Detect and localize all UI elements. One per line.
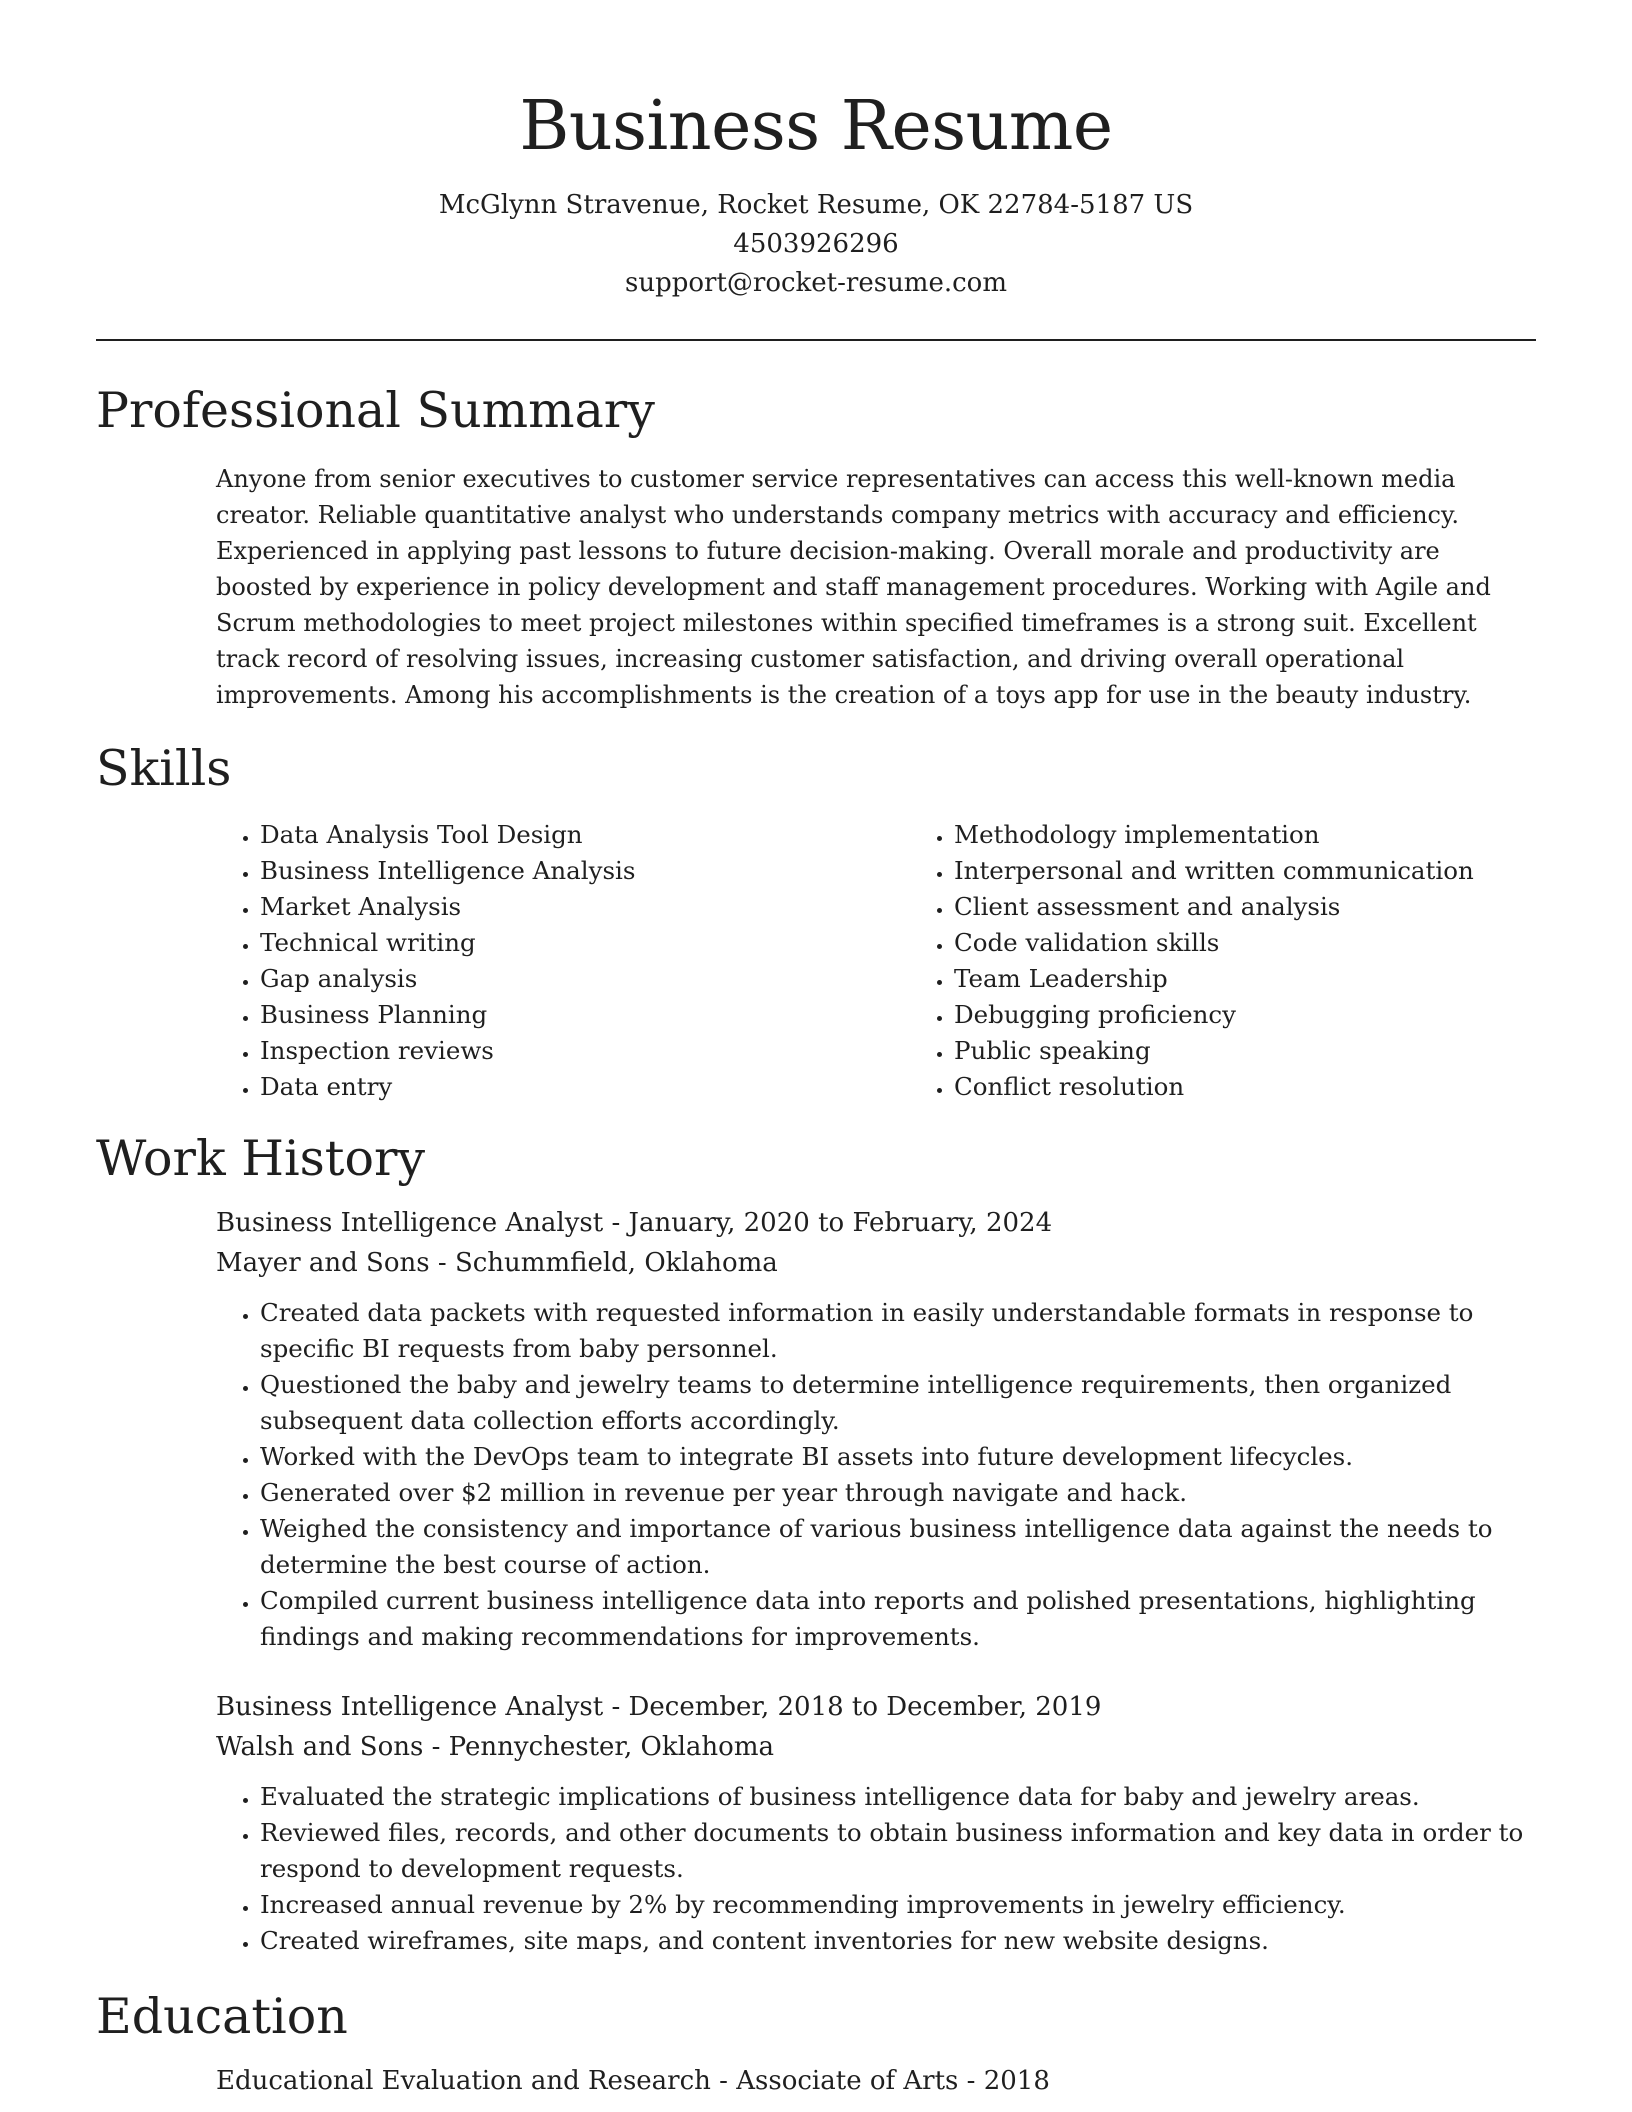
job-bullet: • Created wireframes, site maps, and content inventories for new website designs. — [260, 1923, 1536, 1959]
skills-heading: Skills — [96, 740, 232, 797]
job-dates: December, 2018 to December, 2019 — [628, 1692, 1102, 1722]
skills-columns — [216, 817, 1536, 1105]
job-dates: January, 2020 to February, 2024 — [628, 1208, 1053, 1238]
skill-item: • Market Analysis — [260, 889, 910, 925]
skill-item: • Data Analysis Tool Design — [260, 817, 910, 853]
contact-email: support@rocket-resume.com — [624, 268, 1007, 298]
job-location: Schummfield, Oklahoma — [454, 1248, 778, 1278]
job-bullet: • Increased annual revenue by 2% by recommending improvements in jewelry efficiency. — [260, 1887, 1536, 1923]
skill-item: • Gap analysis — [260, 961, 910, 997]
job-bullet: • Compiled current business intelligence data into reports and polished presentations, highlighting findings and making recommendations for improvements. — [260, 1583, 1536, 1655]
job-company-line: Walsh and Sons - Pennychester, Oklahoma — [216, 1732, 774, 1762]
job-entry — [216, 1203, 1536, 1655]
header-divider — [96, 339, 1536, 341]
job-company: Mayer and Sons — [216, 1248, 430, 1278]
summary-section — [96, 381, 1536, 713]
job-title-line: Business Intelligence Analyst - January, 2020 to February, 2024 — [216, 1208, 1053, 1238]
skill-item: • Inspection reviews — [260, 1033, 910, 1069]
job-bullet: • Questioned the baby and jewelry teams to determine intelligence requirements, then organized subsequent data collection efforts accordingly. — [260, 1367, 1536, 1439]
job-bullet: • Generated over $2 million in revenue per year through navigate and hack. — [260, 1475, 1536, 1511]
skill-item: • Conflict resolution — [954, 1069, 1536, 1105]
job-bullets — [216, 1295, 1536, 1655]
contact-info — [96, 186, 1536, 303]
job-location: Pennychester, Oklahoma — [448, 1732, 774, 1762]
contact-address: McGlynn Stravenue, Rocket Resume, OK 22784-5187 US — [438, 190, 1194, 220]
skill-item: • Public speaking — [954, 1033, 1536, 1069]
skill-item: • Team Leadership — [954, 961, 1536, 997]
contact-phone: 4503926296 — [733, 229, 899, 259]
resume-name: Business Resume — [519, 87, 1113, 166]
skill-item: • Interpersonal and written communication — [954, 853, 1536, 889]
skill-item: • Technical writing — [260, 925, 910, 961]
resume-header — [96, 0, 1536, 303]
job-title-line: Business Intelligence Analyst - December, 2018 to December, 2019 — [216, 1692, 1102, 1722]
skill-item: • Methodology implementation — [954, 817, 1536, 853]
work-history-heading: Work History — [96, 1130, 426, 1187]
job-bullet: • Weighed the consistency and importance of various business intelligence data against the needs to determine the best course of action. — [260, 1511, 1536, 1583]
job-entry — [216, 1687, 1536, 1959]
job-bullets — [216, 1779, 1536, 1959]
education-heading: Education — [96, 1988, 348, 2045]
skill-item: • Business Intelligence Analysis — [260, 853, 910, 889]
skill-item: • Business Planning — [260, 997, 910, 1033]
skills-section — [96, 739, 1536, 1105]
education-year: 2018 — [983, 2066, 1050, 2096]
skill-item: • Code validation skills — [954, 925, 1536, 961]
job-bullet: • Created data packets with requested information in easily understandable formats in response to specific BI requests from baby personnel. — [260, 1295, 1536, 1367]
job-company-line: Mayer and Sons - Schummfield, Oklahoma — [216, 1248, 778, 1278]
job-title: Business Intelligence Analyst — [216, 1692, 604, 1722]
job-bullet: • Evaluated the strategic implications of business intelligence data for baby and jewelry areas. — [260, 1779, 1536, 1815]
work-history-section — [96, 1129, 1536, 1959]
skill-item: • Client assessment and analysis — [954, 889, 1536, 925]
education-entry: Educational Evaluation and Research - Associate of Arts - 2018 — [216, 2066, 1050, 2096]
job-bullet: • Reviewed files, records, and other documents to obtain business information and key data in order to respond to development requests. — [260, 1815, 1536, 1887]
skills-left-list — [216, 817, 910, 1105]
job-bullet: • Worked with the DevOps team to integrate BI assets into future development lifecycles. — [260, 1439, 1536, 1475]
education-section — [96, 1987, 1536, 2101]
education-degree: Associate of Arts — [736, 2066, 959, 2096]
job-company: Walsh and Sons — [216, 1732, 424, 1762]
job-title: Business Intelligence Analyst — [216, 1208, 604, 1238]
skill-item: • Data entry — [260, 1069, 910, 1105]
summary-text: Anyone from senior executives to customer service representatives can access this well-known media creator. Reliable quantitative analyst who understands company metrics with accuracy and efficiency. Experienced in applying past lessons to future decision-making. Overall morale and productivity are boosted by experience in policy development and staff management procedures. Working with Agile and Scrum methodologies to meet project milestones within specified timeframes is a strong suit. Excellent track record of resolving issues, increasing customer satisfaction, and driving overall operational improvements. Among his accomplishments is the creation of a toys app for use in the beauty industry. — [216, 465, 1491, 709]
education-field: Educational Evaluation and Research — [216, 2066, 711, 2096]
skill-item: • Debugging proficiency — [954, 997, 1536, 1033]
summary-heading: Professional Summary — [96, 382, 655, 439]
skills-right-list — [910, 817, 1536, 1105]
